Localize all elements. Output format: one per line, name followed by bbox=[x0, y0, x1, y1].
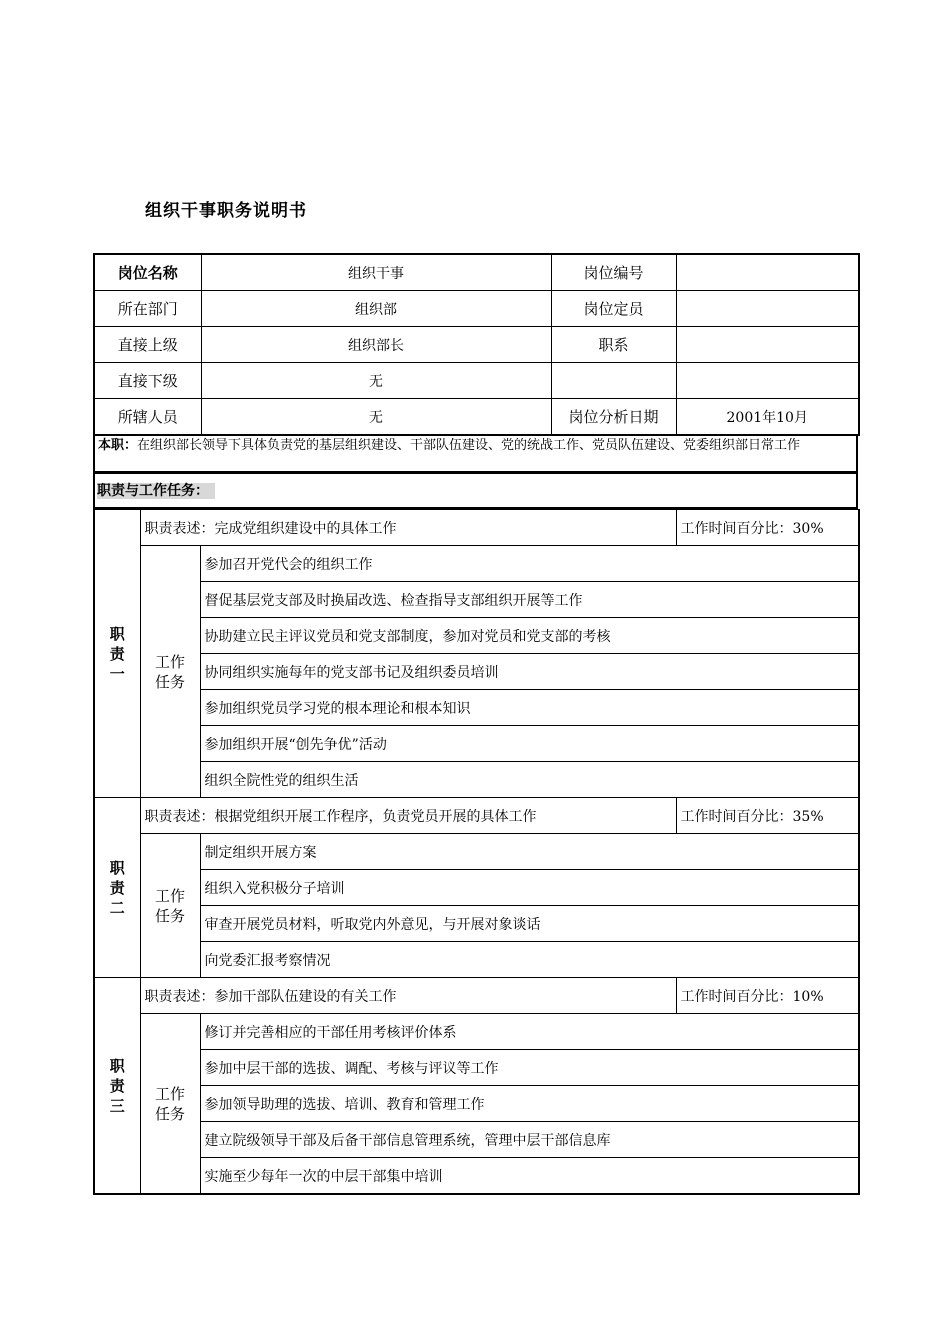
duty-statement-row bbox=[94, 510, 859, 546]
task-item: 参加领导助理的选拔、培训、教育和管理工作 bbox=[200, 1086, 859, 1122]
staff-value: 无 bbox=[201, 399, 551, 436]
analysis-date-label: 岗位分析日期 bbox=[551, 399, 676, 436]
task-row bbox=[94, 1050, 859, 1086]
task-row bbox=[94, 1158, 859, 1195]
job-family-label: 职系 bbox=[551, 327, 676, 363]
task-row bbox=[94, 1086, 859, 1122]
task-item: 参加召开党代会的组织工作 bbox=[200, 546, 859, 582]
duty-section-label bbox=[94, 510, 140, 798]
task-item: 组织全院性党的组织生活 bbox=[200, 762, 859, 798]
analysis-date-value: 2001年10月 bbox=[676, 399, 859, 436]
work-task-label bbox=[140, 834, 200, 978]
position-code-value bbox=[676, 254, 859, 291]
task-item: 组织入党积极分子培训 bbox=[200, 870, 859, 906]
info-row bbox=[94, 327, 859, 363]
task-row bbox=[94, 942, 859, 978]
duty-statement: 职责表述：参加干部队伍建设的有关工作 bbox=[140, 978, 676, 1014]
page-title: 组织干事职务说明书 bbox=[145, 201, 307, 221]
task-row bbox=[94, 654, 859, 690]
headcount-label: 岗位定员 bbox=[551, 291, 676, 327]
task-row bbox=[94, 1122, 859, 1158]
duties-table bbox=[93, 509, 860, 1195]
task-item: 参加组织开展“创先争优”活动 bbox=[200, 726, 859, 762]
task-row bbox=[94, 1014, 859, 1050]
task-row bbox=[94, 618, 859, 654]
duty-section-label bbox=[94, 978, 140, 1195]
task-row bbox=[94, 726, 859, 762]
task-row bbox=[94, 906, 859, 942]
task-item: 实施至少每年一次的中层干部集中培训 bbox=[200, 1158, 859, 1195]
supervisor-label: 直接上级 bbox=[94, 327, 201, 363]
summary-label: 本职： bbox=[98, 438, 138, 453]
supervisor-value: 组织部长 bbox=[201, 327, 551, 363]
duties-header-text: 职责与工作任务： bbox=[97, 483, 215, 499]
task-row bbox=[94, 762, 859, 798]
department-value: 组织部 bbox=[201, 291, 551, 327]
duty-statement: 职责表述：完成党组织建设中的具体工作 bbox=[140, 510, 676, 546]
task-row bbox=[94, 834, 859, 870]
task-item: 参加组织党员学习党的根本理论和根本知识 bbox=[200, 690, 859, 726]
department-label: 所在部门 bbox=[94, 291, 201, 327]
info-row bbox=[94, 254, 859, 291]
task-row bbox=[94, 690, 859, 726]
work-task-label bbox=[140, 1014, 200, 1195]
subordinate-label: 直接下级 bbox=[94, 363, 201, 399]
task-item: 向党委汇报考察情况 bbox=[200, 942, 859, 978]
empty-label bbox=[551, 363, 676, 399]
duty-statement-row bbox=[94, 798, 859, 834]
duty-section-name: 职责一 bbox=[109, 624, 125, 683]
role-summary bbox=[93, 436, 858, 473]
duty-time-percent: 工作时间百分比：10% bbox=[676, 978, 859, 1014]
job-description-sheet bbox=[93, 253, 858, 1195]
task-item: 审查开展党员材料，听取党内外意见，与开展对象谈话 bbox=[200, 906, 859, 942]
work-task-label-text: 工作任务 bbox=[154, 1084, 185, 1123]
job-family-value bbox=[676, 327, 859, 363]
duty-section-name: 职责三 bbox=[109, 1056, 125, 1115]
summary-text: 在组织部长领导下具体负责党的基层组织建设、干部队伍建设、党的统战工作、党员队伍建设、党委组织部日常工作 bbox=[137, 438, 801, 453]
task-item: 建立院级领导干部及后备干部信息管理系统，管理中层干部信息库 bbox=[200, 1122, 859, 1158]
empty-value bbox=[676, 363, 859, 399]
position-name-label: 岗位名称 bbox=[94, 254, 201, 291]
task-item: 制定组织开展方案 bbox=[200, 834, 859, 870]
duty-section-name: 职责二 bbox=[109, 858, 125, 917]
position-code-label: 岗位编号 bbox=[551, 254, 676, 291]
work-task-label-text: 工作任务 bbox=[154, 652, 185, 691]
task-item: 协助建立民主评议党员和党支部制度，参加对党员和党支部的考核 bbox=[200, 618, 859, 654]
task-item: 参加中层干部的选拔、调配、考核与评议等工作 bbox=[200, 1050, 859, 1086]
subordinate-value: 无 bbox=[201, 363, 551, 399]
task-item: 修订并完善相应的干部任用考核评价体系 bbox=[200, 1014, 859, 1050]
duty-time-percent: 工作时间百分比：30% bbox=[676, 510, 859, 546]
task-row bbox=[94, 582, 859, 618]
duty-statement-row bbox=[94, 978, 859, 1014]
task-row bbox=[94, 870, 859, 906]
work-task-label-text: 工作任务 bbox=[154, 886, 185, 925]
duty-statement: 职责表述：根据党组织开展工作程序，负责党员开展的具体工作 bbox=[140, 798, 676, 834]
info-row bbox=[94, 399, 859, 436]
task-item: 协同组织实施每年的党支部书记及组织委员培训 bbox=[200, 654, 859, 690]
position-info-table bbox=[93, 253, 860, 436]
task-row bbox=[94, 546, 859, 582]
info-row bbox=[94, 363, 859, 399]
task-item: 督促基层党支部及时换届改选、检查指导支部组织开展等工作 bbox=[200, 582, 859, 618]
staff-label: 所辖人员 bbox=[94, 399, 201, 436]
duty-section-label bbox=[94, 798, 140, 978]
duty-time-percent: 工作时间百分比：35% bbox=[676, 798, 859, 834]
position-name-value: 组织干事 bbox=[201, 254, 551, 291]
headcount-value bbox=[676, 291, 859, 327]
duties-header bbox=[93, 473, 858, 509]
info-row bbox=[94, 291, 859, 327]
work-task-label bbox=[140, 546, 200, 798]
